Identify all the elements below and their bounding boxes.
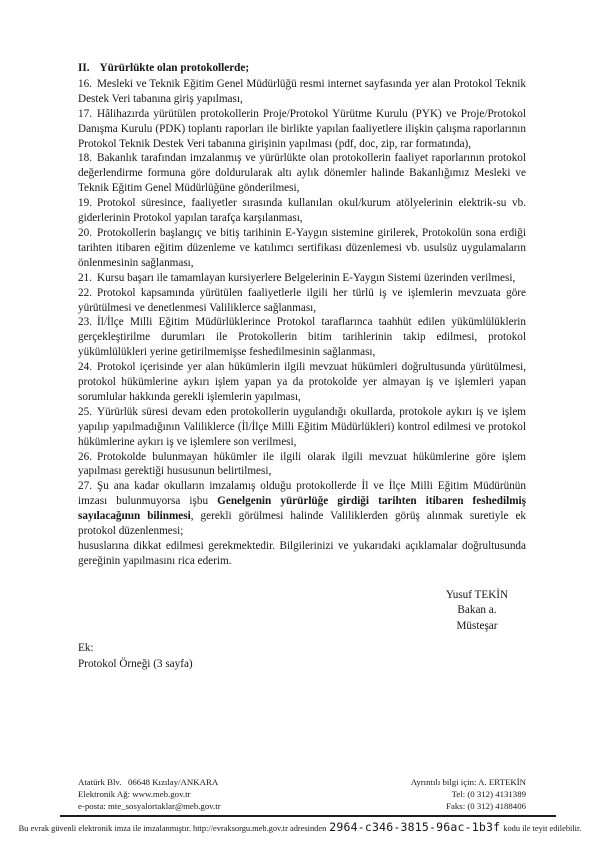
section-title: Yürürlükte olan protokollerde;: [99, 62, 250, 74]
footer-web-line: Elektronik Ağ: www.meb.gov.tr: [78, 789, 191, 799]
closing-paragraph: hususlarına dikkat edilmesi gerekmektedir. Bilgilerinizi ve yukarıdaki açıklamalar doğrultusunda gereğinin yapılmasını rica ederim.: [78, 540, 526, 567]
item-number: 25.: [78, 405, 92, 418]
signature-title-1: Bakan a.: [457, 604, 497, 617]
verification-code: 2964-c346-3815-96ac-1b3f: [329, 820, 501, 834]
section-number: II.: [78, 62, 90, 74]
footer-email-line: e-posta: mte_sosyalortaklar@meb.gov.tr: [78, 801, 221, 811]
footer-address-block: [78, 776, 221, 812]
protocol-item-18: [78, 151, 526, 196]
item-text: Yürürlük süresi devam eden protokollerin uygulandığı okullarda, protokole aykırı iş ve işlem yapılıp yapılmadığının Valiliklerce (İl/İlçe Milli Eğitim Müdürlükleri) kontrol edilmesi ve protokol hükümlerine aykırı iş ve işlemlere son verilmesi,: [78, 405, 526, 448]
attachment-block: [78, 641, 526, 672]
protocol-item-19: [78, 196, 526, 226]
item-number: 19.: [78, 197, 92, 210]
item-number: 18.: [78, 152, 92, 165]
item-text: Protokol kapsamında yürütülen faaliyetlerle ilgili her türlü iş ve işlemlerin mevzuata göre yürütülmesi ve denetlenmesi Valiliklerce sağlanması,: [78, 286, 526, 314]
footer-fax-line: Faks: (0 312) 4188406: [446, 801, 526, 811]
footer-info-block: [411, 776, 526, 812]
item-text-pre: Şu ana kadar okulların imzalamış olduğu protokollerde İl ve İlçe Milli Eğitim Müdürünün imzası bulunmuyorsa işbu: [78, 480, 526, 508]
verification-prefix: Bu evrak güvenli elektronik imza ile imzalanmıştır. http://evraksorgu.meb.gov.tr adresinden: [18, 824, 327, 833]
protocol-item-27: [78, 479, 526, 539]
signature-name: Yusuf TEKİN: [445, 588, 509, 601]
section-heading: [78, 61, 526, 76]
item-number: 27.: [78, 480, 92, 493]
footer-tel-line: Tel: (0 312) 4131389: [451, 789, 526, 799]
protocol-item-26: [78, 450, 526, 480]
protocol-item-22: [78, 286, 526, 316]
item-number: 16.: [78, 77, 92, 90]
verification-line: [0, 820, 600, 836]
footer-address-line: Atatürk Blv. 06648 Kızılay/ANKARA: [78, 777, 219, 787]
verification-suffix: kodu ile teyit edilebilir.: [503, 824, 582, 833]
protocol-item-20: [78, 226, 526, 271]
item-text: Mesleki ve Teknik Eğitim Genel Müdürlüğü resmi internet sayfasında yer alan Protokol Teknik Destek Veri tabanına giriş yapılması,: [78, 77, 526, 105]
protocol-item-16: [78, 77, 526, 107]
protocol-item-23: [78, 315, 526, 360]
item-text: Protokol içerisinde yer alan hükümlerin ilgili mevzuat hükümleri doğrultusunda yürütülmesi, protokol hükümlerine aykırı işlem yapan ya da protokolde yer almayan iş ve işlemleri yapan sorumlular hakkında gerekli işlemlerin yapılması,: [78, 361, 526, 403]
item-number: 23.: [78, 316, 92, 329]
item-number: 26.: [78, 450, 92, 463]
item-number: 24.: [78, 361, 92, 374]
item-text: Protokolde bulunmayan hükümler ile ilgili olarak ilgili mevzuat hükümlerine göre işlem yapılması gerektiği hususunun belirtilmesi,: [78, 450, 526, 478]
item-number: 17.: [78, 107, 92, 120]
footer-divider: [60, 815, 556, 817]
signature-block: [414, 588, 540, 635]
item-number: 22.: [78, 286, 92, 299]
item-number: 21.: [78, 271, 92, 284]
item-text: Kursu başarı ile tamamlayan kursiyerlere Belgelerinin E-Yaygın Sistemi üzerinden verilmesi,: [96, 271, 516, 284]
item-text-post: , gerekli görülmesi halinde Valiliklerden görüş alınmak suretiyle ek protokol düzenlenmesi;: [78, 510, 527, 538]
item-text: Protokol süresince, faaliyetler sırasında kullanılan okul/kurum atölyelerinin elektrik-su vb. giderlerinin Protokol yapılan tarafça karşılanması,: [78, 197, 526, 225]
protocol-item-17: [78, 107, 526, 152]
item-text-bold: Genelgenin yürürlüğe girdiği tarihten itibaren feshedilmiş sayılacağının bilinmesi: [78, 495, 526, 523]
attachment-label: Ek:: [78, 642, 94, 655]
protocol-item-21: [78, 271, 526, 286]
signature-title-2: Müsteşar: [456, 619, 498, 632]
document-body: [78, 61, 526, 672]
item-text: Protokollerin başlangıç ve bitiş tarihinin E-Yaygın sistemine girilerek, Protokolün sona erdiği tarihten itibaren eğitim düzenleme ve katılımcı sertifikası düzenlemesi vb. usulsüz uygulamaların önlenmesinin sağlanması,: [78, 226, 526, 269]
protocol-item-24: [78, 360, 526, 405]
footer-contact-block: [78, 776, 526, 812]
item-text: Hâlihazırda yürütülen protokollerin Proje/Protokol Yürütme Kurulu (PYK) ve Proje/Protokol Danışma Kurulu (PDK) toplantı raporları ile birlikte yapılan faaliyetlere ilişkin çalışma raporlarının Protokol Teknik Destek Veri tabanına girişinin yapılması (pdf, doc, zip, rar formatında),: [78, 107, 526, 150]
footer-contact-person-line: Ayrıntılı bilgi için: A. ERTEKİN: [410, 777, 526, 787]
item-number: 20.: [78, 226, 92, 239]
protocol-item-25: [78, 405, 526, 450]
item-text: Bakanlık tarafından imzalanmış ve yürürlükte olan protokollerin faaliyet raporlarının protokol değerlendirme formuna göre doldurularak altı aylık dönemler halinde Bakanlığımız Mesleki ve Teknik Eğitim Genel Müdürlüğüne gönderilmesi,: [78, 152, 526, 195]
attachment-text: Protokol Örneği (3 sayfa): [78, 657, 193, 670]
item-text: İl/İlçe Milli Eğitim Müdürlüklerince Protokol taraflarınca taahhüt edilen yükümlülüklerin gerçekleştirilme durumları ile Protokollerin bitim tarihlerinin takip edilmesi, protokol yükümlülükleri yerine getirilmemişse feshedilmesinin sağlanması,: [78, 316, 526, 359]
